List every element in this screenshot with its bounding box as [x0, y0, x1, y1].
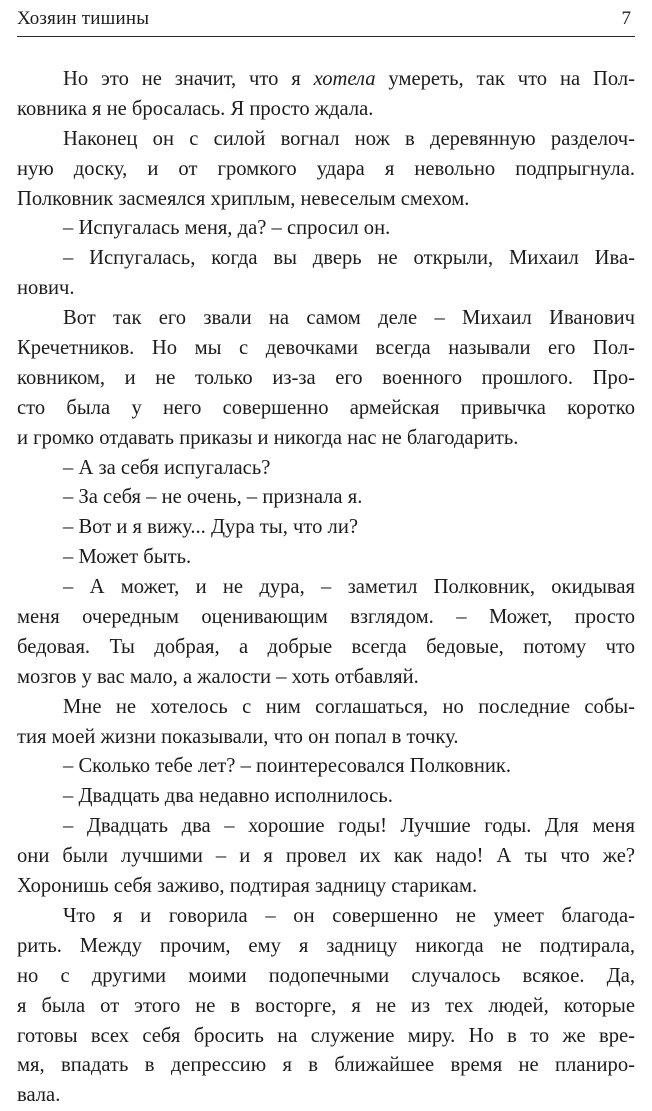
- line-text: – Испугалась меня, да? – спросил он.: [63, 217, 391, 240]
- text-line: [17, 244, 635, 274]
- line-text: – Вот и я вижу... Дура ты, что ли?: [63, 516, 358, 539]
- line-text: – Двадцать два – хорошие годы! Лучшие годы. Для меня: [63, 815, 635, 838]
- text-line: [17, 454, 635, 484]
- text-line: [17, 872, 635, 902]
- text-line: [17, 424, 635, 454]
- line-text: Что я и говорила – он совершенно не умеет благода-: [63, 904, 635, 927]
- running-title: Хозяин тишины: [17, 8, 150, 29]
- line-text: Но это не значит, что я: [63, 68, 314, 90]
- text-line: [17, 1081, 635, 1111]
- book-page: [17, 0, 635, 1111]
- text-line: [17, 1022, 635, 1052]
- line-text: – А может, и не дура, – заметил Полковник, окидывая: [63, 576, 635, 599]
- text-line: [17, 1051, 635, 1081]
- line-text: меня очередным оценивающим взглядом. – Может, просто: [17, 606, 635, 629]
- text-line: [17, 274, 635, 304]
- text-line: [17, 663, 635, 693]
- text-line: [17, 842, 635, 872]
- line-text: вала.: [17, 1084, 61, 1107]
- line-text: рить. Между прочим, ему я задницу никогда не подтирала,: [17, 934, 635, 957]
- text-line: [17, 603, 635, 633]
- line-text: – За себя – не очень, – признала я.: [63, 486, 363, 509]
- text-line: [17, 693, 635, 723]
- line-text: Вот так его звали на самом деле – Михаил Иванович: [63, 307, 635, 330]
- text-line: [17, 782, 635, 812]
- text-line: [17, 573, 635, 603]
- text-line: [17, 902, 635, 932]
- text-line: [17, 334, 635, 364]
- text-line: [17, 364, 635, 394]
- line-text: я была от этого не в восторге, я не из тех людей, которые: [17, 994, 635, 1017]
- italic-word: хотела: [313, 68, 376, 90]
- text-line: [17, 214, 635, 244]
- text-line: [17, 185, 635, 215]
- text-line: [17, 723, 635, 753]
- line-text: ковником, и не только из-за его военного прошлого. Про-: [17, 366, 635, 389]
- line-text: Полковник засмеялся хриплым, невеселым смехом.: [17, 187, 470, 210]
- line-text: но с другими моими подопечными случалось всякое. Да,: [17, 964, 635, 987]
- text-line: [17, 65, 635, 95]
- line-text: они были лучшими – и я провел их как надо! А ты что же?: [17, 845, 635, 868]
- text-line: [17, 155, 635, 185]
- line-text: готовы всех себя бросить на служение миру. Но в то же вре-: [17, 1024, 635, 1047]
- text-line: [17, 962, 635, 992]
- line-text: – Может быть.: [63, 546, 192, 569]
- line-text: Хоронишь себя заживо, подтирая задницу старикам.: [17, 875, 478, 898]
- line-text: Кречетников. Но мы с девочками всегда называли его Пол-: [17, 337, 635, 360]
- line-text: – Двадцать два недавно исполнилось.: [63, 785, 393, 808]
- line-text-tail: умереть, так что на Пол-: [375, 68, 635, 90]
- line-text: сто была у него совершенно армейская привычка коротко: [17, 396, 635, 419]
- text-line: [17, 304, 635, 334]
- text-line: [17, 513, 635, 543]
- line-text: Мне не хотелось с ним соглашаться, но последние собы-: [63, 695, 635, 718]
- body-text: [17, 65, 635, 1111]
- text-line: [17, 992, 635, 1022]
- page-number: 7: [621, 8, 631, 29]
- text-line: [17, 633, 635, 663]
- line-text: бедовая. Ты добрая, а добрые всегда бедовые, потому что: [17, 635, 635, 658]
- text-line: [17, 752, 635, 782]
- line-text: тия моей жизни показывали, что он попал в точку.: [17, 725, 459, 748]
- text-line: [17, 394, 635, 424]
- line-text: и громко отдавать приказы и никогда нас не благодарить.: [17, 426, 519, 449]
- text-line: [17, 483, 635, 513]
- text-line: [17, 812, 635, 842]
- line-text: мя, впадать в депрессию я в ближайшее время не планиро-: [17, 1054, 635, 1077]
- running-header: [17, 0, 635, 37]
- line-text: ковника я не бросалась. Я просто ждала.: [17, 97, 374, 120]
- line-text: Наконец он с силой вогнал нож в деревянную разделоч-: [63, 127, 635, 150]
- line-text: нович.: [17, 277, 75, 300]
- text-line: [17, 125, 635, 155]
- text-line: [17, 932, 635, 962]
- line-text: – Испугалась, когда вы дверь не открыли, Михаил Ива-: [63, 247, 635, 270]
- text-line: [17, 95, 635, 125]
- line-text: – А за себя испугалась?: [63, 456, 271, 479]
- line-text: – Сколько тебе лет? – поинтересовался Полковник.: [63, 755, 512, 778]
- line-text: ную доску, и от громкого удара я невольно подпрыгнула.: [17, 157, 635, 180]
- text-line: [17, 543, 635, 573]
- line-text: мозгов у вас мало, а жалости – хоть отбавляй.: [17, 665, 419, 688]
